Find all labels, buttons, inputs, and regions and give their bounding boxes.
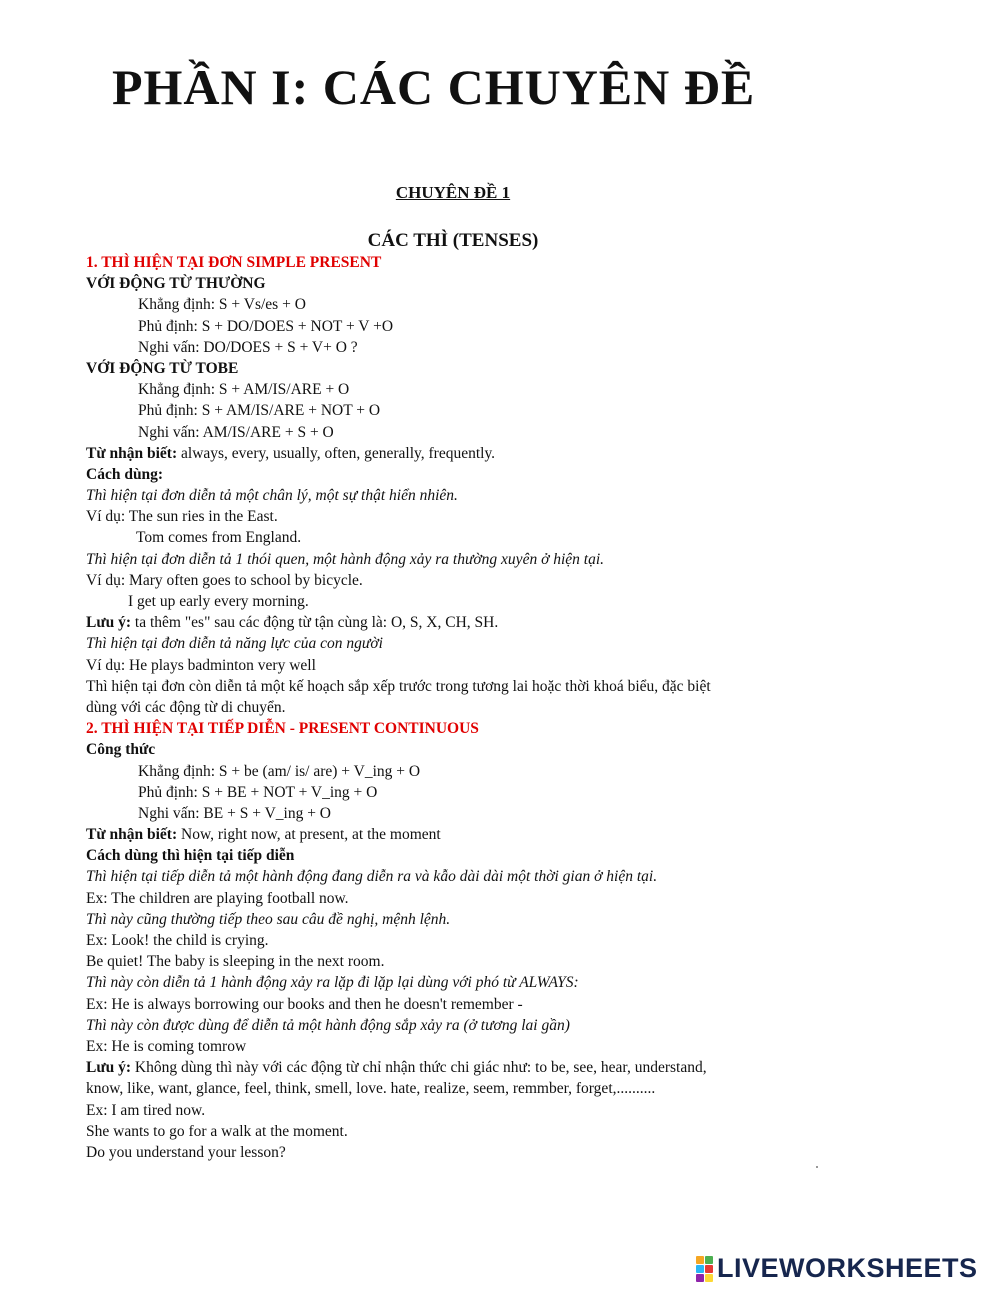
signal-words-text: Now, right now, at present, at the moment [177, 826, 441, 844]
document-body [86, 252, 836, 1163]
example-line: I get up early every morning. [128, 593, 309, 610]
note-text: Không dùng thì này với các động từ chỉ nhận thức chi giác như: to be, see, hear, understand, [131, 1059, 707, 1077]
usage-heading: Cách dùng: [86, 465, 164, 483]
tobe-affirmative-formula: Khẳng định: S + AM/IS/ARE + O [138, 381, 350, 399]
example-line: Ex: He is coming tomrow [86, 1037, 247, 1055]
section-2-heading: 2. THÌ HIỆN TẠI TIẾP DIỄN - PRESENT CONTINUOUS [86, 720, 479, 738]
note-text: ta thêm "es" sau các động từ tận cùng là: O, S, X, CH, SH. [131, 614, 499, 632]
usage-repeated: Thì này còn diễn tả 1 hành động xảy ra lặp đi lặp lại dùng với phó từ ALWAYS: [86, 974, 579, 992]
usage-schedule: Thì hiện tại đơn còn diễn tả một kế hoạch sắp xếp trước trong tương lai hoặc thời khoá biểu, đặc biệt [86, 677, 711, 695]
usage-schedule-cont: dùng với các động từ di chuyển. [86, 698, 286, 716]
example-line: Ex: The children are playing football now. [86, 889, 349, 907]
signal-words-line [86, 443, 836, 464]
usage-heading: Cách dùng thì hiện tại tiếp diễn [86, 847, 295, 865]
brand-name: LIVEWORKSHEETS [717, 1253, 978, 1283]
signal-words-label: Từ nhận biết: [86, 444, 178, 462]
note-label: Lưu ý: [86, 614, 132, 632]
example-line: Tom comes from England. [136, 529, 302, 547]
signal-words-text: always, every, usually, often, generally, frequently. [177, 444, 496, 462]
continuous-negative-formula: Phủ định: S + BE + NOT + V_ing + O [138, 783, 378, 801]
stray-dot [816, 1166, 818, 1168]
example-line: Ex: He is always borrowing our books and then he doesn't remember - [86, 995, 523, 1013]
note-line-cont: know, like, want, glance, feel, think, smell, love. hate, realize, seem, remmber, forget,.......... [86, 1080, 656, 1098]
usage-habit: Thì hiện tại đơn diễn tả 1 thói quen, một hành động xảy ra thường xuyên ở hiện tại. [86, 550, 605, 568]
signal-words-line [86, 824, 836, 845]
liveworksheets-brand [696, 1253, 978, 1284]
usage-ability: Thì hiện tại đơn diễn tả năng lực của con người [86, 635, 383, 653]
note-line [86, 1057, 836, 1078]
usage-near-future: Thì này còn được dùng để diễn tả một hành động sắp xảy ra (ở tương lai gần) [86, 1016, 570, 1034]
signal-words-label: Từ nhận biết: [86, 826, 178, 844]
part-title: PHẦN I: CÁC CHUYÊN ĐỀ [112, 59, 756, 115]
regular-negative-formula: Phủ định: S + DO/DOES + NOT + V +O [138, 317, 394, 335]
example-line: Be quiet! The baby is sleeping in the next room. [86, 953, 385, 971]
topic-heading: CHUYÊN ĐỀ 1 [395, 183, 511, 202]
continuous-question-formula: Nghi vấn: BE + S + V_ing + O [138, 804, 332, 822]
example-line: Ví dụ: Mary often goes to school by bicycle. [86, 571, 363, 589]
note-line [86, 612, 836, 633]
liveworksheets-logo-icon [696, 1256, 713, 1282]
tobe-question-formula: Nghi vấn: AM/IS/ARE + S + O [138, 423, 334, 441]
usage-truth: Thì hiện tại đơn diễn tả một chân lý, một sự thật hiển nhiên. [86, 487, 458, 505]
example-line: Ví dụ: The sun ries in the East. [86, 508, 278, 526]
continuous-affirmative-formula: Khẳng định: S + be (am/ is/ are) + V_ing + O [138, 762, 421, 780]
example-line: Ex: Look! the child is crying. [86, 932, 269, 949]
example-line: She wants to go for a walk at the moment. [86, 1122, 348, 1140]
tobe-negative-formula: Phủ định: S + AM/IS/ARE + NOT + O [138, 402, 381, 420]
tobe-verb-heading: VỚI ĐỘNG TỪ TOBE [86, 359, 239, 377]
formula-heading: Công thức [86, 741, 156, 759]
regular-question-formula: Nghi vấn: DO/DOES + S + V+ O ? [138, 338, 358, 356]
usage-ongoing: Thì hiện tại tiếp diễn tả một hành động đang diễn ra và kẫo dài dài một thời gian ở hiện tại. [86, 868, 658, 886]
section-1-heading: 1. THÌ HIỆN TẠI ĐƠN SIMPLE PRESENT [86, 254, 382, 271]
example-line: Ex: I am tired now. [86, 1101, 206, 1119]
example-line: Ví dụ: He plays badminton very well [86, 656, 316, 674]
usage-command: Thì này cũng thường tiếp theo sau câu đề nghị, mệnh lệnh. [86, 910, 451, 928]
regular-verb-heading: VỚI ĐỘNG TỪ THƯỜNG [86, 275, 266, 293]
note-label: Lưu ý: [86, 1059, 132, 1077]
regular-affirmative-formula: Khẳng định: S + Vs/es + O [138, 296, 306, 314]
example-line: Do you understand your lesson? [86, 1143, 286, 1161]
topic-subtitle: CÁC THÌ (TENSES) [367, 230, 539, 251]
